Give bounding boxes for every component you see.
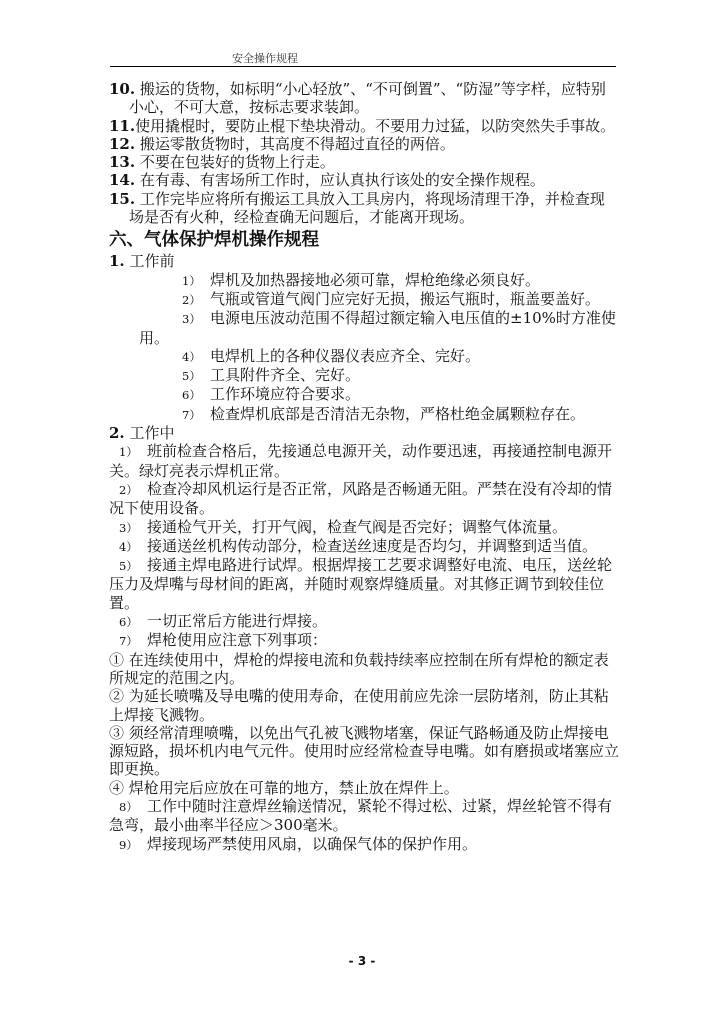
step-item: 1） 焊机及加热器接地必须可靠，焊枪绝缘必须良好。 — [182, 270, 541, 289]
circled-item: ④ 焊枪用完后应放在可靠的地方，禁止放在焊件上。 — [109, 778, 459, 797]
step-item: 3） 接通检气开关，打开气阀，检查气阀是否完好；调整气体流量。 — [119, 517, 568, 536]
list-item: 11.使用撬棍时，要防止棍下垫块滑动。不要用力过猛，以防突然失手事故。 — [109, 116, 616, 135]
step-item: 9） 焊接现场严禁使用风扇，以确保气体的保护作用。 — [119, 834, 478, 853]
step-item: 2） 检查冷却风机运行是否正常，风路是否畅通无阻。严禁在没有冷却的情况下使用设备。 — [109, 479, 613, 518]
list-item: 12. 搬运零散货物时，其高度不得超过直径的两倍。 — [109, 134, 455, 153]
step-item: 3） 电源电压波动范围不得超过额定输入电压值的±10%时方准使用。 — [139, 309, 616, 347]
section-title: 六、气体保护焊机操作规程 — [109, 230, 319, 251]
step-item: 2） 气瓶或管道气阀门应完好无损，搬运气瓶时，瓶盖要盖好。 — [182, 289, 601, 308]
list-item: 10. 搬运的货物，如标明“小心轻放”、“不可倒置”、“防湿”等字样，应特别小心，不可大意，按标志要求装卸。 — [109, 80, 606, 117]
document-body — [109, 80, 619, 854]
step-item: 4） 电焊机上的各种仪器仪表应齐全、完好。 — [182, 346, 481, 365]
subsection-title: 1. 工作前 — [109, 252, 175, 271]
step-item: 8） 工作中随时注意焊丝输送情况，紧轮不得过松、过紧，焊丝轮管不得有急弯，最小曲率半径应＞300毫米。 — [109, 796, 613, 835]
circled-item: ② 为延长喷嘴及导电嘴的使用寿命，在使用前应先涂一层防堵剂，防止其粘上焊接飞溅物。 — [109, 687, 609, 724]
list-item: 15. 工作完毕应将所有搬运工具放入工具房内，将现场清理干净，并检查现场是否有火种，经检查确无问题后，才能离开现场。 — [109, 189, 605, 227]
step-item: 7） 焊枪使用应注意下列事项： — [119, 631, 328, 650]
step-item: 5） 接通主焊电路进行试焊。根据焊接工艺要求调整好电流、电压，送丝轮压力及焊嘴与母材间的距离，并随时观察焊缝质量。对其修正调节到较佳位置。 — [109, 556, 613, 612]
circled-item: ① 在连续使用中，焊枪的焊接电流和负载持续率应控制在所有焊枪的额定表所规定的范围之内。 — [109, 650, 609, 687]
subsection-title: 2. 工作中 — [109, 424, 175, 443]
page-number: - 3 - — [348, 954, 376, 968]
step-item: 1） 班前检查合格后，先接通总电源开关，动作要迅速，再接通控制电源开关。绿灯亮表示焊机正常。 — [109, 442, 613, 480]
page-header — [110, 48, 616, 67]
step-item: 6） 一切正常后方能进行焊接。 — [119, 612, 328, 631]
circled-item: ③ 须经常清理喷嘴，以免出气孔被飞溅物堵塞，保证气路畅通及防止焊接电源短路，损坏机内电气元件。使用时应经常检查导电嘴。如有磨损或堵塞应立即更换。 — [109, 723, 620, 779]
step-item: 5） 工具附件齐全、完好。 — [182, 366, 361, 385]
list-item: 13. 不要在包装好的货物上行走。 — [109, 153, 335, 172]
header-title: 安全操作规程 — [232, 52, 298, 65]
step-item: 6） 工作环境应符合要求。 — [182, 385, 361, 404]
list-item: 14. 在有毒、有害场所工作时，应认真执行该处的安全操作规程。 — [109, 171, 545, 190]
step-item: 7） 检查焊机底部是否清洁无杂物，严格杜绝金属颗粒存在。 — [182, 404, 586, 423]
step-item: 4） 接通送丝机构传动部分，检查送丝速度是否均匀，并调整到适当值。 — [119, 536, 598, 555]
